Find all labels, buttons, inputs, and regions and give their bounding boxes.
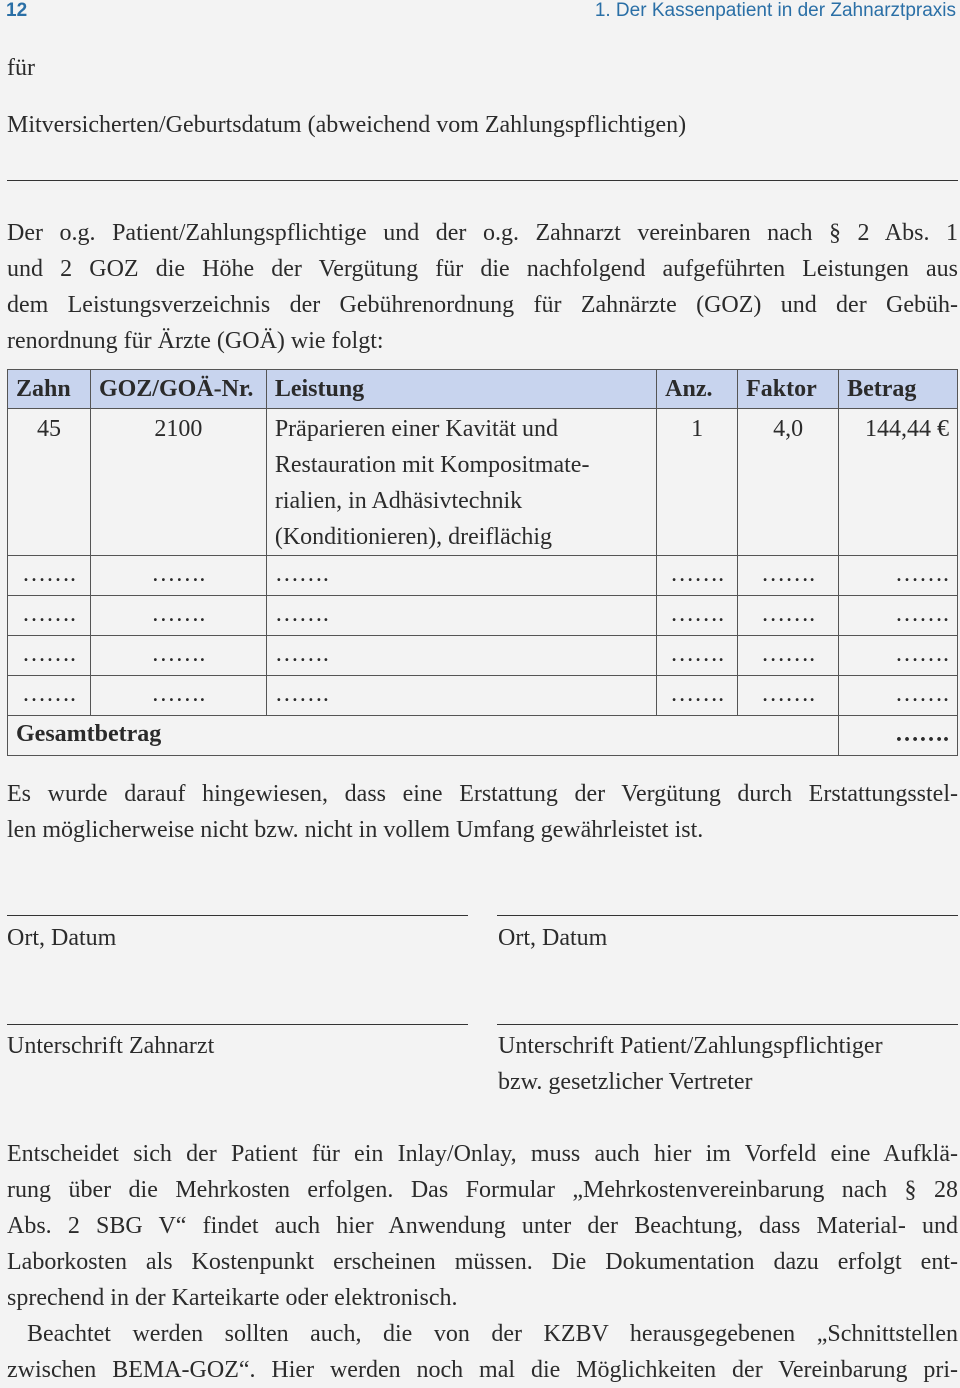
body-line: Entscheidet sich der Patient für ein Inlay/Onlay, muss auch hier im Vorfeld eine Aufklä- bbox=[7, 1141, 958, 1167]
body-line: sprechend in der Karteikarte oder elektronisch. bbox=[7, 1285, 458, 1311]
body-line: Laborkosten als Kostenpunkt erscheinen müssen. Die Dokumentation dazu erfolgt ent- bbox=[7, 1249, 958, 1275]
placeholder-cell: ……. bbox=[8, 636, 91, 676]
total-label: Gesamtbetrag bbox=[8, 716, 839, 756]
placeholder-cell: ……. bbox=[839, 636, 958, 676]
ort-datum-left: Ort, Datum bbox=[7, 925, 117, 951]
form-rule bbox=[7, 180, 958, 181]
table-row-empty bbox=[8, 556, 958, 596]
placeholder-cell: ……. bbox=[738, 596, 839, 636]
col-anz: Anz. bbox=[657, 370, 738, 409]
notice-line-2: len möglicherweise nicht bzw. nicht in vollem Umfang gewährleistet ist. bbox=[7, 817, 704, 843]
agreement-line-2: und 2 GOZ die Höhe der Vergütung für die nachfolgend aufgeführten Leistungen aus bbox=[7, 256, 958, 282]
placeholder-cell: ……. bbox=[90, 636, 266, 676]
agreement-line-3: dem Leistungsverzeichnis der Gebührenordnung für Zahnärzte (GOZ) und der Gebüh- bbox=[7, 292, 958, 318]
table-row-empty bbox=[8, 636, 958, 676]
placeholder-cell: ……. bbox=[839, 556, 958, 596]
page-number: 12 bbox=[6, 0, 28, 21]
leistung-line: rialien, in Adhäsivtechnik bbox=[274, 488, 523, 514]
ort-datum-right: Ort, Datum bbox=[498, 925, 608, 951]
signature-line-left bbox=[7, 1024, 468, 1025]
cell-anz: 1 bbox=[657, 409, 738, 556]
col-betrag: Betrag bbox=[839, 370, 958, 409]
sign-vertreter: bzw. gesetzlicher Vertreter bbox=[498, 1069, 753, 1095]
sign-patient: Unterschrift Patient/Zahlungspflichtiger bbox=[498, 1033, 883, 1059]
signature-line-ort-right bbox=[497, 915, 958, 916]
signature-line-ort-left bbox=[7, 915, 468, 916]
placeholder-cell: ……. bbox=[738, 636, 839, 676]
table-row-empty bbox=[8, 676, 958, 716]
placeholder-cell: ……. bbox=[8, 596, 91, 636]
chapter-title: 1. Der Kassenpatient in der Zahnarztpraxis bbox=[594, 0, 956, 21]
agreement-line-4: renordnung für Ärzte (GOÄ) wie folgt: bbox=[7, 328, 384, 354]
total-value: ……. bbox=[839, 716, 958, 756]
placeholder-cell: ……. bbox=[738, 556, 839, 596]
body-line: rung über die Mehrkosten erfolgen. Das Formular „Mehrkostenvereinbarung nach § 28 bbox=[7, 1177, 958, 1203]
cell-betrag: 144,44 € bbox=[839, 409, 958, 556]
leistung-line: Restauration mit Kompositmate- bbox=[274, 452, 590, 478]
body-line: Beachtet werden sollten auch, die von der KZBV herausgegebenen „Schnittstellen bbox=[27, 1321, 958, 1347]
leistung-line: (Konditionieren), dreiflächig bbox=[274, 524, 553, 550]
placeholder-cell: ……. bbox=[90, 556, 266, 596]
cell-nr: 2100 bbox=[90, 409, 266, 556]
signature-line-right bbox=[497, 1024, 958, 1025]
table-header-row bbox=[8, 370, 958, 409]
services-table bbox=[7, 369, 958, 756]
label-fuer: für bbox=[7, 55, 35, 81]
table-row bbox=[8, 409, 958, 556]
placeholder-cell: ……. bbox=[90, 676, 266, 716]
leistung-line: Präparieren einer Kavität und bbox=[274, 416, 559, 442]
label-mitversicherte: Mitversicherten/Geburtsdatum (abweichend vom Zahlungspflichtigen) bbox=[7, 112, 687, 138]
col-nr: GOZ/GOÄ-Nr. bbox=[90, 370, 266, 409]
body-line: zwischen BEMA-GOZ“. Hier werden noch mal die Möglichkeiten der Vereinbarung pri- bbox=[7, 1357, 958, 1383]
col-faktor: Faktor bbox=[738, 370, 839, 409]
placeholder-cell: ……. bbox=[738, 676, 839, 716]
agreement-line-1: Der o.g. Patient/Zahlungspflichtige und der o.g. Zahnarzt vereinbaren nach § 2 Abs. 1 bbox=[7, 220, 958, 246]
placeholder-cell: ……. bbox=[266, 556, 656, 596]
sign-zahnarzt: Unterschrift Zahnarzt bbox=[7, 1033, 215, 1059]
placeholder-cell: ……. bbox=[266, 676, 656, 716]
page-header bbox=[0, 0, 960, 24]
placeholder-cell: ……. bbox=[8, 676, 91, 716]
body-line: Abs. 2 SBG V“ findet auch hier Anwendung unter der Beachtung, dass Material- und bbox=[7, 1213, 958, 1239]
placeholder-cell: ……. bbox=[8, 556, 91, 596]
placeholder-cell: ……. bbox=[657, 556, 738, 596]
cell-faktor: 4,0 bbox=[738, 409, 839, 556]
placeholder-cell: ……. bbox=[657, 596, 738, 636]
table-row-empty bbox=[8, 596, 958, 636]
table-total-row bbox=[8, 716, 958, 756]
col-leistung: Leistung bbox=[266, 370, 656, 409]
placeholder-cell: ……. bbox=[657, 676, 738, 716]
col-zahn: Zahn bbox=[8, 370, 91, 409]
placeholder-cell: ……. bbox=[839, 676, 958, 716]
placeholder-cell: ……. bbox=[90, 596, 266, 636]
placeholder-cell: ……. bbox=[266, 636, 656, 676]
placeholder-cell: ……. bbox=[657, 636, 738, 676]
notice-line-1: Es wurde darauf hingewiesen, dass eine Erstattung der Vergütung durch Erstattungsstel- bbox=[7, 781, 958, 807]
placeholder-cell: ……. bbox=[839, 596, 958, 636]
placeholder-cell: ……. bbox=[266, 596, 656, 636]
cell-zahn: 45 bbox=[8, 409, 91, 556]
cell-leistung bbox=[266, 409, 656, 556]
